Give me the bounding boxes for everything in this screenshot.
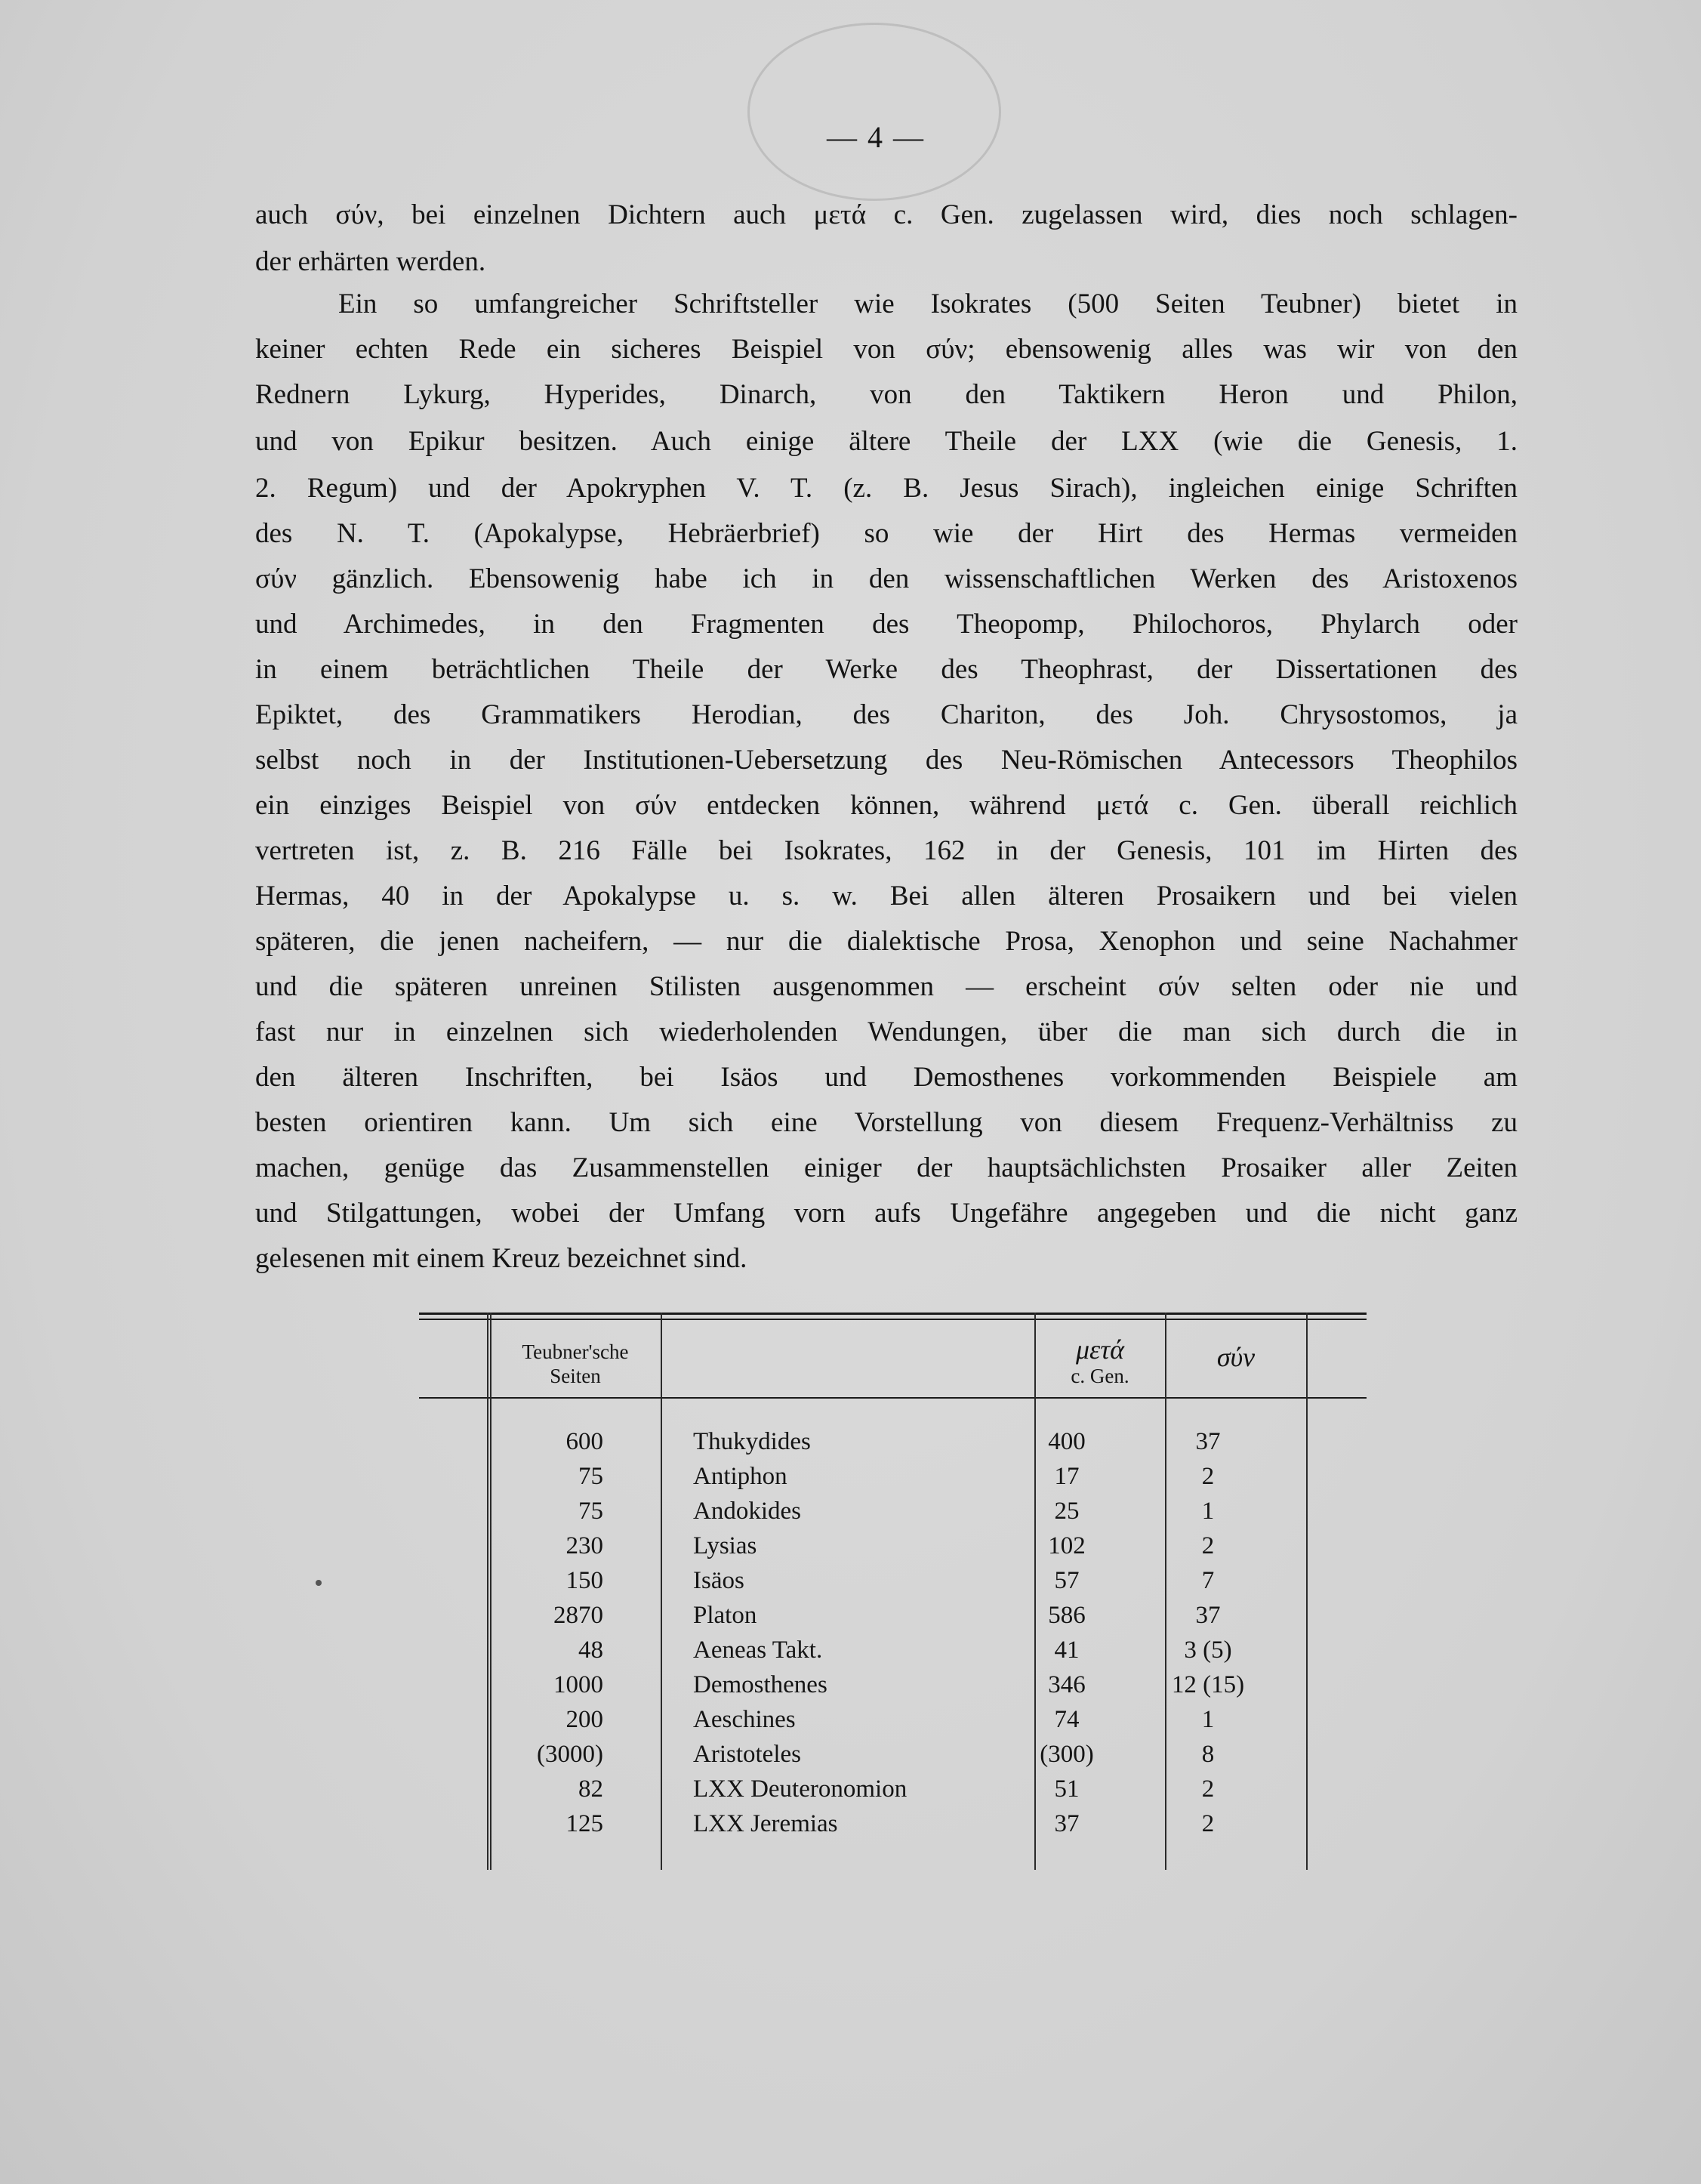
cell-meta: 102 xyxy=(1048,1532,1086,1559)
table-top-rule xyxy=(419,1313,1367,1315)
cell-pages: 75 xyxy=(578,1498,603,1525)
cell-pages: 200 xyxy=(565,1706,603,1733)
cell-meta: 57 xyxy=(1054,1567,1080,1594)
text-line: und die späteren unreinen Stilisten ausgenommen — erscheint σύν selten oder nie und xyxy=(255,971,1518,1002)
table-row xyxy=(419,1459,1367,1494)
table-row xyxy=(419,1737,1367,1772)
cell-meta: 74 xyxy=(1054,1706,1080,1733)
table-row xyxy=(419,1772,1367,1806)
text-line: und von Epikur besitzen. Auch einige ältere Theile der LXX (wie die Genesis, 1. xyxy=(255,426,1518,457)
text-line: 2. Regum) und der Apokryphen V. T. (z. B. Jesus Sirach), ingleichen einige Schriften xyxy=(255,473,1518,504)
header-meta xyxy=(1036,1335,1164,1388)
cell-meta: 37 xyxy=(1054,1810,1080,1837)
text-line: des N. T. (Apokalypse, Hebräerbrief) so wie der Hirt des Hermas vermeiden xyxy=(255,518,1518,549)
cell-author: Aeneas Takt. xyxy=(693,1636,823,1664)
header-meta-line1: μετά xyxy=(1075,1334,1125,1365)
text-line: den älteren Inschriften, bei Isäos und Demosthenes vorkommenden Beispiele am xyxy=(255,1062,1518,1093)
header-pages xyxy=(492,1340,659,1388)
text-line: Rednern Lykurg, Hyperides, Dinarch, von den Taktikern Heron und Philon, xyxy=(255,379,1518,410)
text-line: besten orientiren kann. Um sich eine Vorstellung von diesem Frequenz-Verhältniss zu xyxy=(255,1107,1518,1138)
text-line: selbst noch in der Institutionen-Uebersetzung des Neu-Römischen Antecessors Theophilos xyxy=(255,745,1518,776)
cell-meta: 586 xyxy=(1048,1602,1086,1629)
table-row xyxy=(419,1806,1367,1841)
table-row xyxy=(419,1528,1367,1563)
text-line: fast nur in einzelnen sich wiederholenden Wendungen, über die man sich durch die in xyxy=(255,1016,1518,1047)
cell-syn: 37 xyxy=(1195,1602,1221,1629)
header-meta-line2: c. Gen. xyxy=(1071,1365,1129,1387)
cell-syn: 8 xyxy=(1201,1741,1215,1768)
table-row xyxy=(419,1667,1367,1702)
cell-syn: 2 xyxy=(1201,1775,1215,1803)
library-stamp xyxy=(747,23,1001,201)
cell-pages: 1000 xyxy=(553,1671,603,1698)
cell-pages: 125 xyxy=(565,1810,603,1837)
ink-speck xyxy=(316,1580,322,1586)
cell-syn: 2 xyxy=(1201,1463,1215,1490)
cell-author: Aristoteles xyxy=(693,1741,801,1768)
text-line: und Archimedes, in den Fragmenten des Theopomp, Philochoros, Phylarch oder xyxy=(255,609,1518,640)
table-header-rule xyxy=(419,1397,1367,1399)
cell-author: Antiphon xyxy=(693,1463,787,1490)
cell-author: Lysias xyxy=(693,1532,757,1559)
table-row xyxy=(419,1563,1367,1598)
frequency-table xyxy=(419,1313,1367,1870)
table-row xyxy=(419,1702,1367,1737)
cell-author: Platon xyxy=(693,1602,757,1629)
text-line: gelesenen mit einem Kreuz bezeichnet sind. xyxy=(255,1243,747,1274)
cell-author: LXX Deuteronomion xyxy=(693,1775,908,1803)
table-row xyxy=(419,1494,1367,1528)
cell-pages: 2870 xyxy=(553,1602,603,1629)
header-syn xyxy=(1166,1343,1305,1371)
header-syn-label: σύν xyxy=(1216,1342,1256,1372)
cell-meta: 346 xyxy=(1048,1671,1086,1698)
cell-syn: 2 xyxy=(1201,1532,1215,1559)
cell-pages: 230 xyxy=(565,1532,603,1559)
cell-meta: 41 xyxy=(1054,1636,1080,1664)
cell-syn: 7 xyxy=(1201,1567,1215,1594)
text-line: auch σύν, bei einzelnen Dichtern auch μετά c. Gen. zugelassen wird, dies noch schlagen- xyxy=(255,199,1518,230)
cell-pages: 75 xyxy=(578,1463,603,1490)
text-line: machen, genüge das Zusammenstellen einiger der hauptsächlichsten Prosaiker aller Zeiten xyxy=(255,1152,1518,1183)
text-line: Epiktet, des Grammatikers Herodian, des Chariton, des Joh. Chrysostomos, ja xyxy=(255,699,1518,730)
table-row xyxy=(419,1424,1367,1459)
cell-meta: 51 xyxy=(1054,1775,1080,1803)
text-line: keiner echten Rede ein sicheres Beispiel von σύν; ebensowenig alles was wir von den xyxy=(255,334,1518,365)
table-top-rule-inner xyxy=(419,1319,1367,1320)
cell-pages: (3000) xyxy=(537,1741,603,1768)
cell-syn: 12 (15) xyxy=(1171,1671,1245,1698)
cell-meta: 400 xyxy=(1048,1428,1086,1455)
table-row xyxy=(419,1633,1367,1667)
text-line: ein einziges Beispiel von σύν entdecken können, während μετά c. Gen. überall reichlich xyxy=(255,790,1518,821)
text-line: in einem beträchtlichen Theile der Werke des Theophrast, der Dissertationen des xyxy=(255,654,1518,685)
page-number: — 4 — xyxy=(827,120,925,154)
cell-pages: 600 xyxy=(565,1428,603,1455)
table-row xyxy=(419,1598,1367,1633)
header-pages-line2: Seiten xyxy=(550,1365,601,1387)
cell-author: Demosthenes xyxy=(693,1671,827,1698)
text-line: Ein so umfangreicher Schriftsteller wie Isokrates (500 Seiten Teubner) bietet in xyxy=(338,288,1518,319)
cell-syn: 1 xyxy=(1201,1498,1215,1525)
cell-author: Aeschines xyxy=(693,1706,796,1733)
text-line: vertreten ist, z. B. 216 Fälle bei Isokrates, 162 in der Genesis, 101 im Hirten des xyxy=(255,835,1518,866)
cell-author: Isäos xyxy=(693,1567,744,1594)
cell-meta: 25 xyxy=(1054,1498,1080,1525)
cell-pages: 150 xyxy=(565,1567,603,1594)
text-line: späteren, die jenen nacheifern, — nur die dialektische Prosa, Xenophon und seine Nachahmer xyxy=(255,926,1518,957)
cell-meta: (300) xyxy=(1040,1741,1094,1768)
text-line: der erhärten werden. xyxy=(255,246,486,277)
cell-pages: 48 xyxy=(578,1636,603,1664)
text-line: Hermas, 40 in der Apokalypse u. s. w. Bei allen älteren Prosaikern und bei vielen xyxy=(255,881,1518,912)
cell-syn: 2 xyxy=(1201,1810,1215,1837)
header-pages-line1: Teubner'sche xyxy=(522,1340,629,1363)
cell-author: Thukydides xyxy=(693,1428,811,1455)
cell-syn: 1 xyxy=(1201,1706,1215,1733)
cell-author: LXX Jeremias xyxy=(693,1810,838,1837)
text-line: und Stilgattungen, wobei der Umfang vorn aufs Ungefähre angegeben und die nicht ganz xyxy=(255,1198,1518,1229)
cell-syn: 3 (5) xyxy=(1184,1636,1232,1664)
cell-syn: 37 xyxy=(1195,1428,1221,1455)
cell-pages: 82 xyxy=(578,1775,603,1803)
text-line: σύν gänzlich. Ebensowenig habe ich in den wissenschaftlichen Werken des Aristoxenos xyxy=(255,563,1518,594)
cell-meta: 17 xyxy=(1054,1463,1080,1490)
cell-author: Andokides xyxy=(693,1498,801,1525)
